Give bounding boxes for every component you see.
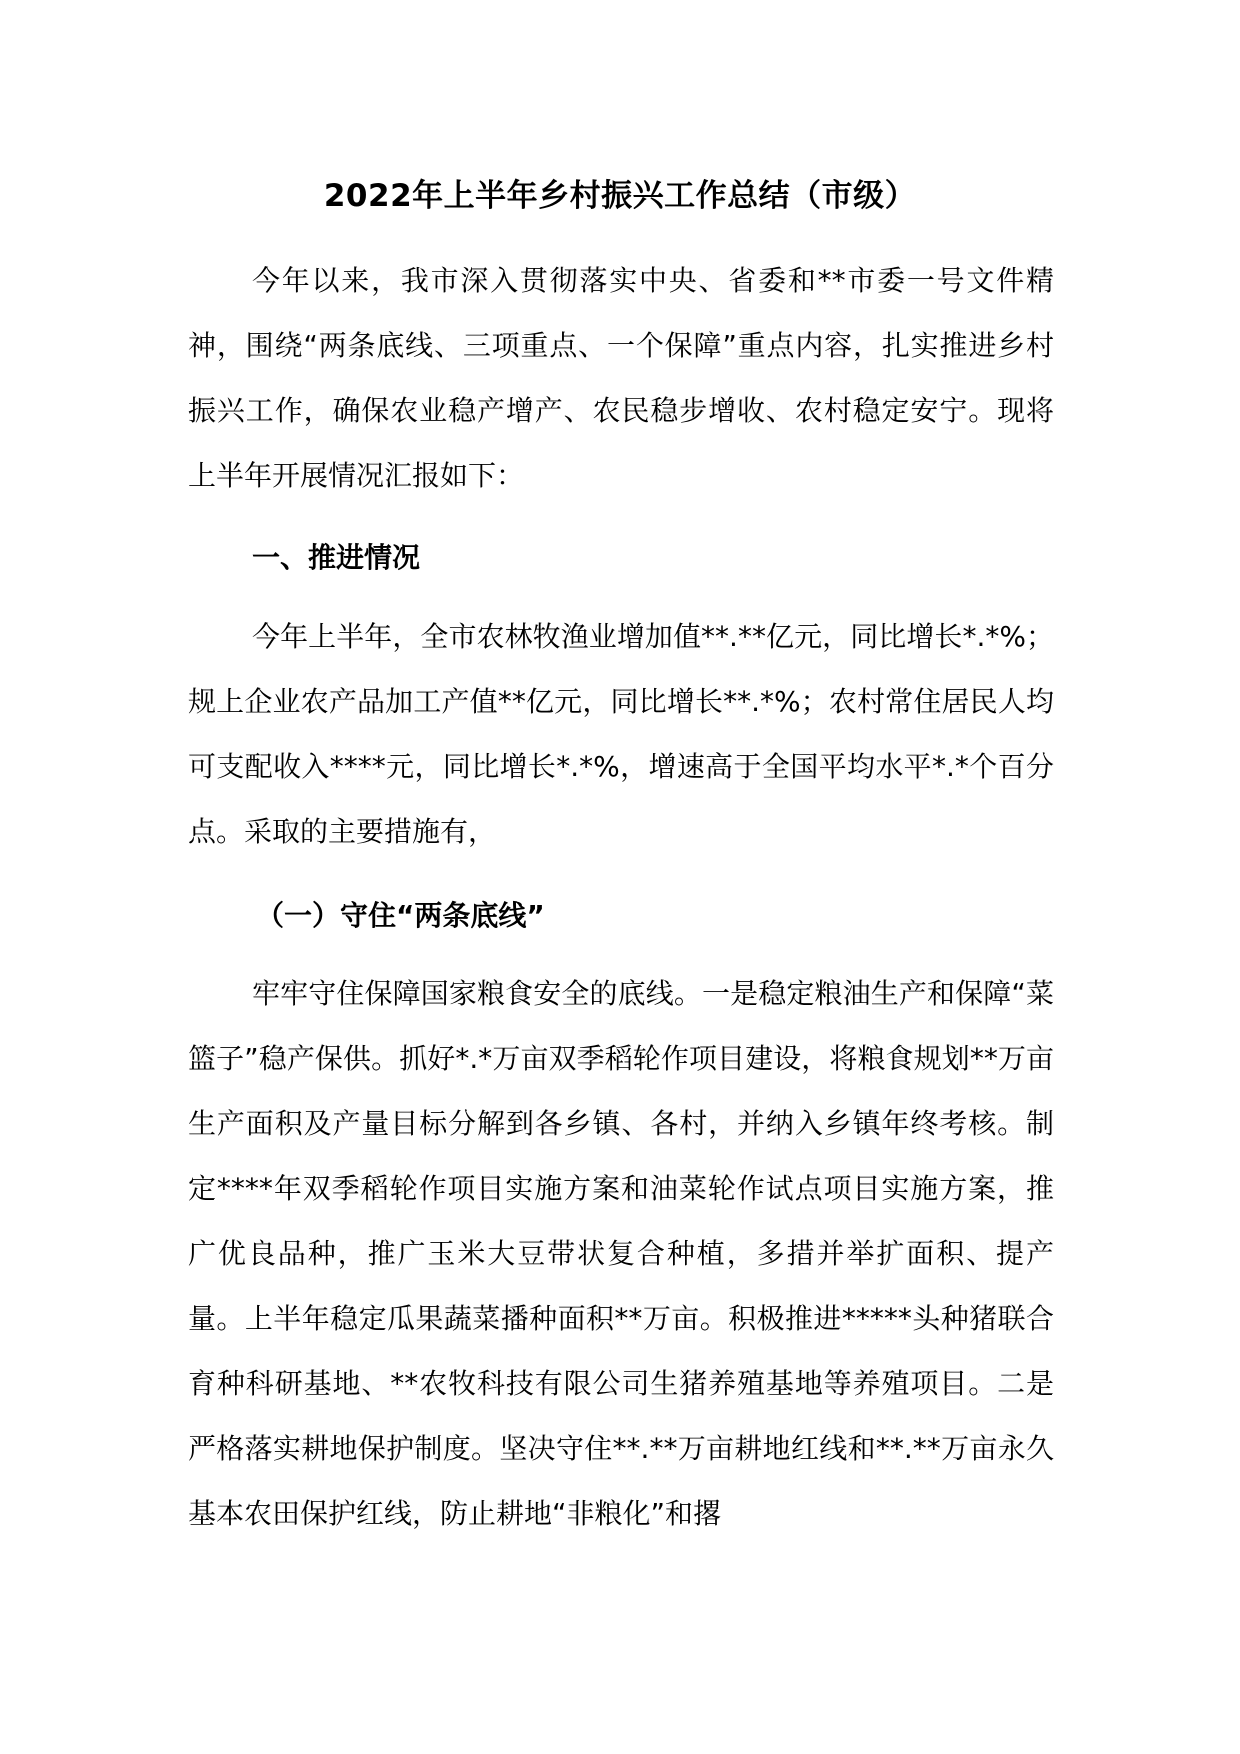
intro-paragraph: 今年以来，我市深入贯彻落实中央、省委和**市委一号文件精神，围绕“两条底线、三项重点、一个保障”重点内容，扎实推进乡村振兴工作，确保农业稳产增产、农民稳步增收、农村稳定安宁。现将上半年开展情况汇报如下： [188, 264, 1054, 492]
subsection-paragraph-grain-security: 牢牢守住保障国家粮食安全的底线。一是稳定粮油生产和保障“菜篮子”稳产保供。抓好*.*万亩双季稻轮作项目建设，将粮食规划**万亩生产面积及产量目标分解到各乡镇、各村，并纳入乡镇年终考核。制定****年双季稻轮作项目实施方案和油菜轮作试点项目实施方案，推广优良品种，推广玉米大豆带状复合种植，多措并举扩面积、提产量。上半年稳定瓜果蔬菜播种面积**万亩。积极推进*****头种猪联合育种科研基地、**农牧科技有限公司生猪养殖基地等养殖项目。二是严格落实耕地保护制度。坚决守住**.**万亩耕地红线和**.**万亩永久基本农田保护红线，防止耕地“非粮化”和撂 [188, 977, 1054, 1530]
document-title: 2022年上半年乡村振兴工作总结（市级） [323, 178, 917, 214]
section-heading-progress: 一、推进情况 [252, 541, 421, 574]
subsection-heading-two-bottom-lines: （一）守住“两条底线” [256, 899, 545, 932]
section-paragraph-progress: 今年上半年，全市农林牧渔业增加值**.**亿元，同比增长*.*%；规上企业农产品加工产值**亿元，同比增长**.*%；农村常住居民人均可支配收入****元，同比增长*.*%，增速高于全国平均水平*.*个百分点。采取的主要措施有， [188, 620, 1054, 848]
